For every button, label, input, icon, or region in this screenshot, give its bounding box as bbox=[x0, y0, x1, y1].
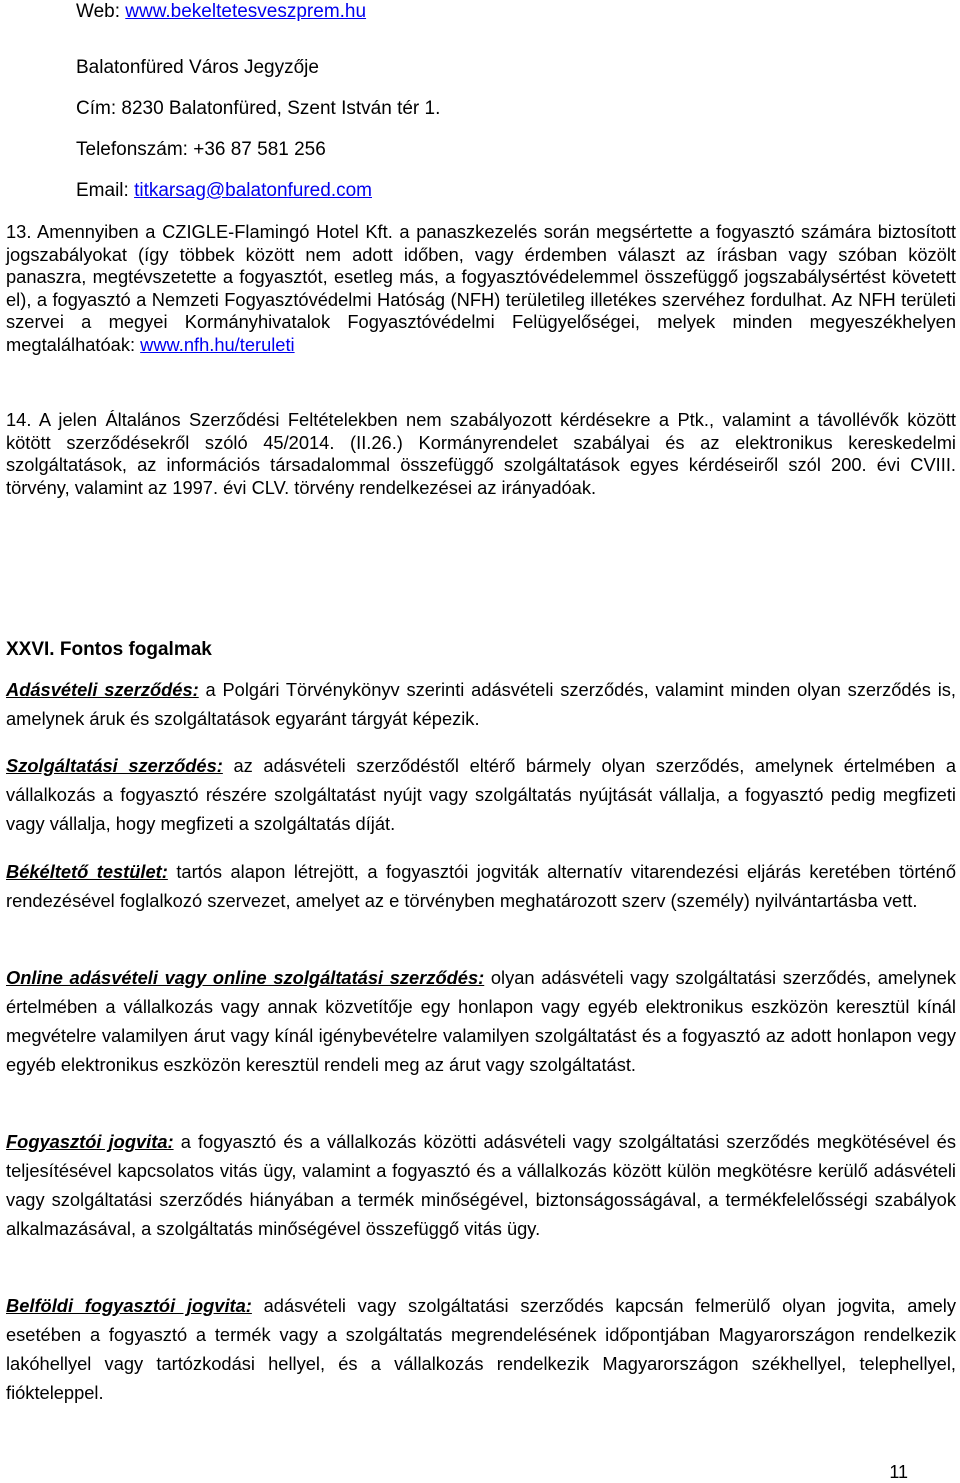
nfh-link[interactable]: www.nfh.hu/teruleti bbox=[140, 333, 295, 355]
definition-text: az adásvételi szerződéstől eltérő bármely olyan szerződés, amelynek értelmében a vállalkozás a fogyasztó részére szolgáltatást nyújt vagy szolgáltatás nyújtását vállalja, a fogyasztó pedig megfizeti vagy vállalja, hogy megfizeti a szolgáltatás díját. bbox=[6, 755, 956, 834]
definition-term: Békéltető testület: bbox=[6, 861, 168, 882]
definition-paragraph bbox=[6, 1291, 956, 1407]
authority-name: Balatonfüred Város Jegyzője bbox=[76, 57, 319, 78]
section-14-paragraph: 14. A jelen Általános Szerződési Feltételekben nem szabályozott kérdésekre a Ptk., valamint a távollévők között kötött szerződésekről szóló 45/2014. (II.26.) Kormányrendelet szabályai és az elektronikus kereskedelmi szolgáltatások, az információs társadalommal összefüggő szolgáltatások egyes kérdéseiről szól 200. évi CVIII. törvény, valamint az 1997. évi CLV. törvény rendelkezései az irányadóak. bbox=[6, 409, 956, 498]
email-link[interactable]: titkarsag@balatonfured.com bbox=[134, 180, 372, 201]
email-label: Email: bbox=[76, 180, 135, 201]
section-13-paragraph bbox=[6, 221, 956, 356]
definition-text: a fogyasztó és a vállalkozás közötti adásvételi vagy szolgáltatási szerződés megkötésével és teljesítésével kapcsolatos vitás ügy, valamint a fogyasztó és a vállalkozás között külön megkötésre kerülő adásvételi vagy szolgáltatási szerződés hiányában a termék minőségével, biztonságosságával, a termékfelelősségi szabályok alkalmazásával, a szolgáltatás minőségével összefüggő vitás ügy. bbox=[6, 1131, 956, 1239]
web-label: Web: bbox=[76, 1, 126, 22]
definition-paragraph bbox=[6, 963, 956, 1079]
definition-term: Belföldi fogyasztói jogvita: bbox=[6, 1295, 252, 1316]
definition-paragraph bbox=[6, 751, 956, 838]
address-line: Cím: 8230 Balatonfüred, Szent István tér 1. bbox=[76, 98, 441, 119]
definition-paragraph bbox=[6, 857, 956, 915]
definition-text: a Polgári Törvénykönyv szerinti adásvételi szerződés, valamint minden olyan szerződés is, amelynek áruk és szolgáltatások egyaránt tárgyát képezik. bbox=[6, 679, 956, 729]
definition-term: Adásvételi szerződés: bbox=[6, 679, 199, 700]
definition-term: Szolgáltatási szerződés: bbox=[6, 755, 223, 776]
web-line bbox=[76, 1, 366, 23]
definition-text: olyan adásvételi vagy szolgáltatási szerződés, amelynek értelmében a vállalkozás vagy annak közvetítője egy honlapon vagy egyéb elektronikus eszközön keresztül kínál megvételre valamilyen árut vagy kínál igénybevételre valamilyen szolgáltatást és a fogyasztó az adott honlapon vegy egyéb elektronikus eszközön keresztül rendeli meg az árut vagy szolgáltatást. bbox=[6, 967, 956, 1075]
web-link[interactable]: www.bekeltetesveszprem.hu bbox=[125, 1, 367, 22]
section-heading: XXVI. Fontos fogalmak bbox=[6, 639, 212, 660]
definition-term: Online adásvételi vagy online szolgáltatási szerződés: bbox=[6, 967, 485, 988]
section-13-text: 13. Amennyiben a CZIGLE-Flamingó Hotel Kft. a panaszkezelés során megsértette a fogyasztó számára biztosított jogszabályokat (így többek között nem adott időben, vagy érdemben választ az írásban vagy szóban közölt panaszra, megtévszetette a fogyasztót, esetleg más, a fogyasztóvédelemmel összefüggő jogszabálysértést követett el), a fogyasztó a Nemzeti Fogyasztóvédelmi Hatóság (NFH) területileg illetékes szervéhez fordulhat. Az NFH területi szervei a megyei Kormányhivatalok Fogyasztóvédelmi Felügyelőségei, melyek minden megyeszékhelyen megtalálhatóak: bbox=[6, 221, 956, 355]
definition-text: adásvételi vagy szolgáltatási szerződés kapcsán felmerülő olyan jogvita, amely esetében a fogyasztó a termék vagy a szolgáltatás megrendelésének időpontjában Magyarországon rendelkezik lakóhellyel vagy tartózkodási hellyel, és a vállalkozás rendelkezik Magyarországon székhellyel, telephellyel, fiókteleppel. bbox=[6, 1295, 956, 1403]
definition-paragraph bbox=[6, 675, 956, 733]
page-number: 11 bbox=[889, 1462, 908, 1482]
phone-line: Telefonszám: +36 87 581 256 bbox=[76, 139, 326, 160]
definition-text: tartós alapon létrejött, a fogyasztói jogviták alternatív vitarendezési eljárás keretében történő rendezésével foglalkozó szervezet, amelyet az e törvényben meghatározott szerv (személy) nyilvántartásba vett. bbox=[6, 861, 956, 911]
email-line bbox=[76, 180, 372, 202]
definition-paragraph bbox=[6, 1127, 956, 1243]
definition-term: Fogyasztói jogvita: bbox=[6, 1131, 174, 1152]
